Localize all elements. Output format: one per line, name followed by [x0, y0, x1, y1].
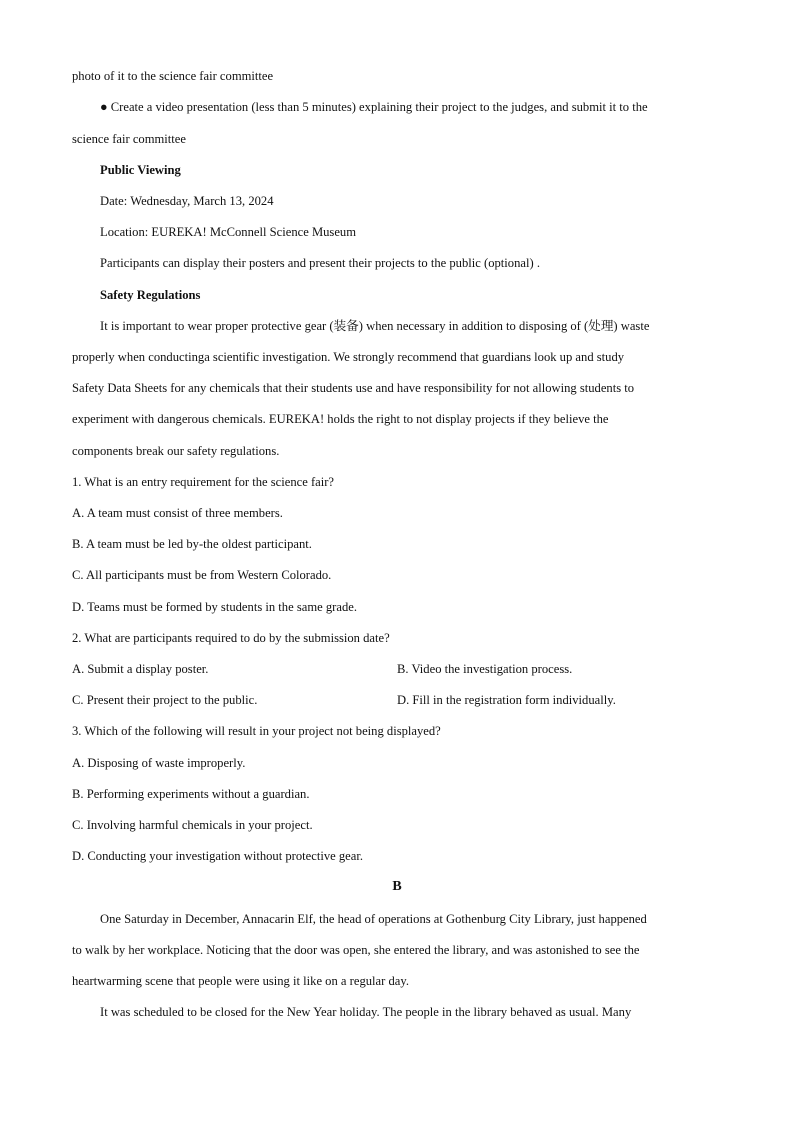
question-option: B. Video the investigation process.	[397, 662, 573, 676]
question-option: A. Submit a display poster.	[72, 662, 209, 676]
safety-line: It is important to wear proper protective gear (装备) when necessary in addition to disposing of (处理) waste	[100, 319, 650, 333]
passage-line: heartwarming scene that people were using it like on a regular day.	[72, 974, 409, 988]
question-option: D. Fill in the registration form individually.	[397, 693, 616, 707]
question-stem: 3. Which of the following will result in your project not being displayed?	[72, 724, 441, 738]
text-line: photo of it to the science fair committee	[72, 69, 274, 83]
public-viewing-date: Date: Wednesday, March 13, 2024	[100, 194, 274, 208]
question-stem: 2. What are participants required to do by the submission date?	[72, 631, 390, 645]
question-option: D. Teams must be formed by students in the same grade.	[72, 600, 357, 614]
question-option: C. Present their project to the public.	[72, 693, 258, 707]
question-option: C. All participants must be from Western Colorado.	[72, 568, 332, 582]
safety-line: Safety Data Sheets for any chemicals that their students use and have responsibility for not allowing students to	[72, 381, 635, 395]
question-option: A. A team must consist of three members.	[72, 506, 283, 520]
safety-line: components break our safety regulations.	[72, 444, 280, 458]
question-option: D. Conducting your investigation without protective gear.	[72, 849, 364, 863]
passage-line: It was scheduled to be closed for the New Year holiday. The people in the library behaved as usual. Many	[100, 1005, 632, 1019]
question-option: B. A team must be led by-the oldest participant.	[72, 537, 312, 551]
section-b-heading: B	[392, 879, 402, 894]
question-option: C. Involving harmful chemicals in your project.	[72, 818, 313, 832]
text-line: science fair committee	[72, 132, 186, 146]
bullet-line: ● Create a video presentation (less than 5 minutes) explaining their project to the judges, and submit it to the	[100, 100, 648, 114]
passage-line: One Saturday in December, Annacarin Elf, the head of operations at Gothenburg City Library, just happened	[100, 912, 647, 926]
question-stem: 1. What is an entry requirement for the science fair?	[72, 475, 335, 489]
safety-line: properly when conductinga scientific investigation. We strongly recommend that guardians look up and study	[72, 350, 625, 364]
question-option: A. Disposing of waste improperly.	[72, 756, 246, 770]
passage-line: to walk by her workplace. Noticing that the door was open, she entered the library, and was astonished to see the	[72, 943, 640, 957]
safety-line: experiment with dangerous chemicals. EUREKA! holds the right to not display projects if they believe the	[72, 412, 609, 426]
public-viewing-location: Location: EUREKA! McConnell Science Museum	[100, 225, 357, 239]
question-option: B. Performing experiments without a guardian.	[72, 787, 310, 801]
safety-heading: Safety Regulations	[100, 288, 201, 302]
public-viewing-note: Participants can display their posters and present their projects to the public (optional) .	[100, 256, 540, 270]
public-viewing-heading: Public Viewing	[100, 163, 181, 177]
